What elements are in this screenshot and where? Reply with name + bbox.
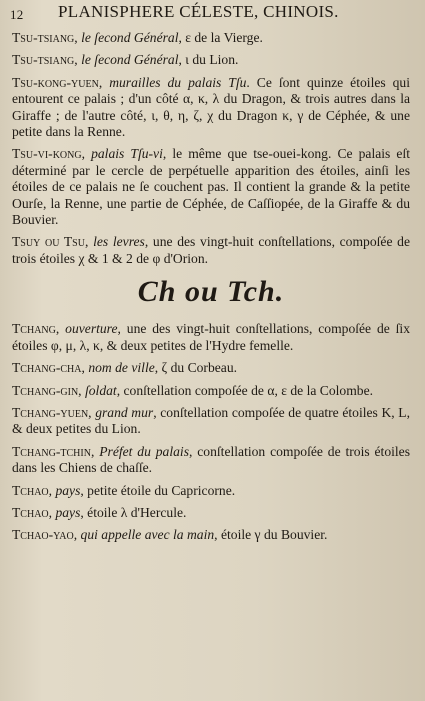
page-text	[12, 30, 410, 550]
entry-definition: , une des vingt-huit conſtellations, compoſée de trois étoiles χ & 1 & 2 de φ d'Orion.	[12, 234, 411, 266]
entry-gloss: les levres	[93, 234, 145, 250]
dictionary-entry: Tchang, ouverture, une des vingt-huit conſtellations, compoſée de ſix étoiles φ, μ, λ, κ, & deux petites de l'Hydre femelle.	[12, 321, 411, 353]
dictionary-entry: Tchang-tchin, Préfet du palais, conſtellation compoſée de trois étoiles dans les Chiens de chaſſe.	[12, 443, 410, 476]
entry-definition: , conſtellation compoſée de quatre étoiles K, L, & deux petites du Lion.	[12, 404, 410, 437]
entry-term: Tchang-cha	[12, 360, 82, 376]
entry-term: Tchang-yuen	[12, 404, 89, 420]
entry-term: Tchang-tchin	[12, 443, 91, 459]
entry-term: Tsuy ou Tsu	[12, 234, 85, 250]
entry-gloss: nom de ville	[88, 360, 155, 376]
entry-term: Tsu-tsiang	[12, 30, 75, 45]
dictionary-entry: Tchao-yao, qui appelle avec la main, étoile γ du Bouvier.	[12, 527, 328, 543]
running-title: PLANISPHERE CÉLESTE, CHINOIS.	[58, 2, 339, 21]
entry-gloss: ouverture	[65, 321, 118, 337]
entries-after-section	[12, 321, 410, 543]
entry-definition: . Ce ſont quinze étoiles qui entourent ce palais ; d'un côté α, κ, λ du Dragon, & trois autres dans la Giraffe ; de l'autre côté, ι, θ, η, ζ, χ du Dragon κ, γ de Céphée, & une petite dans la Renne.	[12, 74, 411, 140]
entry-term: Tchang-gin	[12, 382, 79, 398]
entry-definition: , conſtellation compoſée de trois étoiles dans les Chiens de chaſſe.	[12, 443, 410, 476]
entry-definition: , ε de la Vierge.	[178, 30, 263, 45]
entry-gloss: qui appelle avec la main	[80, 527, 215, 543]
entry-definition: , une des vingt-huit conſtellations, compoſée de ſix étoiles φ, μ, λ, κ, & deux petites de l'Hydre femelle.	[12, 321, 411, 353]
dictionary-entry: Tchang-cha, nom de ville, ζ du Corbeau.	[12, 360, 238, 376]
dictionary-entry: Tsu-vi-kong, palais Tſu-vi, le même que tse-ouei-kong. Ce palais eſt déterminé par le cercle de perpétuelle apparition des étoiles, ainſi les étoiles de ce palais ne ſe couchent pas. Il contient la grande & la petite Ourſe, la Renne, une partie de Céphée, de Caſſiopée, de la Giraffe & du Bouvier.	[12, 146, 411, 228]
entry-term: Tsu-tsiang	[12, 52, 75, 68]
entry-definition: , conſtellation compoſée de α, ε de la Colombe.	[116, 382, 374, 398]
running-header	[10, 2, 415, 26]
entry-definition: , étoile λ d'Hercule.	[80, 504, 187, 520]
entry-term: Tchao	[12, 504, 49, 520]
entry-term: Tsu-vi-kong	[12, 146, 82, 162]
dictionary-entry: Tchang-yuen, grand mur, conſtellation compoſée de quatre étoiles K, L, & deux petites du Lion.	[12, 404, 410, 437]
entry-gloss: palais Tſu-vi	[91, 146, 163, 162]
entry-definition: , ζ du Corbeau.	[154, 360, 238, 376]
entry-gloss: le ſecond Général	[81, 30, 179, 45]
dictionary-entry: Tchao, pays, petite étoile du Capricorne.	[12, 482, 236, 498]
entry-gloss: pays	[55, 482, 81, 498]
entry-term: Tchang	[12, 321, 56, 337]
entry-definition: , petite étoile du Capricorne.	[80, 482, 236, 498]
entry-gloss: grand mur	[95, 404, 154, 420]
dictionary-entry: Tsu-tsiang, le ſecond Général, ε de la Vierge.	[12, 30, 263, 45]
dictionary-entry: Tsuy ou Tsu, les levres, une des vingt-huit conſtellations, compoſée de trois étoiles χ & 1 & 2 de φ d'Orion.	[12, 234, 411, 266]
entries-before-section	[12, 30, 410, 267]
entry-definition: , le même que tse-ouei-kong. Ce palais eſt déterminé par le cercle de perpétuelle apparition des étoiles, ainſi les étoiles de ce palais ne ſe couchent pas. Il contient la grande & la petite Ourſe, la Renne, une partie de Céphée, de Caſſiopée, de la Giraffe & du Bouvier.	[12, 146, 411, 228]
dictionary-entry: Tchao, pays, étoile λ d'Hercule.	[12, 504, 187, 520]
entry-term: Tchao-yao	[12, 527, 74, 543]
entry-term: Tsu-kong-yuen	[12, 74, 99, 90]
section-heading: Ch ou Tch.	[137, 275, 285, 309]
dictionary-entry: Tsu-tsiang, le ſecond Général, ι du Lion.	[12, 52, 239, 68]
entry-gloss: Préfet du palais	[99, 443, 189, 459]
dictionary-entry: Tsu-kong-yuen, murailles du palais Tſu. Ce ſont quinze étoiles qui entourent ce palais ; d'un côté α, κ, λ du Dragon, & trois autres dans la Giraffe ; de l'autre côté, ι, θ, η, ζ, χ du Dragon κ, γ de Céphée, & une petite dans la Renne.	[12, 74, 411, 140]
entry-gloss: ſoldat	[84, 382, 117, 398]
entry-definition: , étoile γ du Bouvier.	[214, 527, 328, 543]
page-number: 12	[10, 7, 24, 22]
entry-term: Tchao	[12, 482, 49, 498]
entry-definition: , ι du Lion.	[178, 52, 239, 68]
entry-gloss: pays	[55, 504, 81, 520]
entry-gloss: le ſecond Général	[81, 52, 179, 68]
entry-gloss: murailles du palais Tſu	[109, 74, 247, 90]
dictionary-entry: Tchang-gin, ſoldat, conſtellation compoſée de α, ε de la Colombe.	[12, 382, 374, 398]
